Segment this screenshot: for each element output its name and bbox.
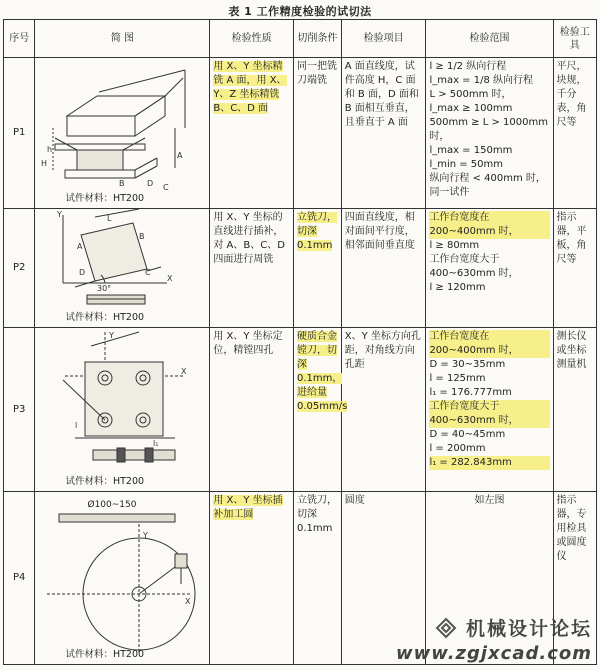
svg-text:Y: Y xyxy=(109,331,115,340)
range-line: 400~630mm 时， xyxy=(429,414,549,428)
range-line: l_max = 150mm xyxy=(429,145,513,156)
circle-test-piece-drawing xyxy=(35,492,196,664)
cutting-cell xyxy=(293,328,348,492)
range-line: 工作台宽度大于 xyxy=(429,400,549,414)
material-label: 试件材料：HT200 xyxy=(65,476,145,487)
range-cell xyxy=(426,58,553,209)
cutting-cell: 同一把铣刀端铣 xyxy=(293,58,341,209)
svg-text:C: C xyxy=(145,268,152,277)
four-hole-plate-drawing xyxy=(35,328,196,491)
nature-cell xyxy=(210,58,294,209)
diameter-label: Ø100~150 xyxy=(87,500,137,510)
svg-text:X: X xyxy=(185,597,191,606)
sketch-p1 xyxy=(35,58,210,209)
range-line: 工作台宽度在 xyxy=(429,330,549,344)
header-tools: 检验工具 xyxy=(553,20,597,58)
sketch-p3 xyxy=(35,328,210,492)
svg-text:B: B xyxy=(119,179,125,188)
table-row xyxy=(4,58,597,209)
sketch-p2 xyxy=(35,209,210,328)
table-row xyxy=(4,328,597,492)
range-line: l_max = 1/8 纵向行程 xyxy=(429,75,534,86)
header-nature: 检验性质 xyxy=(210,20,294,58)
range-line: l₁ = 176.777mm xyxy=(429,387,512,398)
tools-cell: 指示器，专用检具或圆度仪 xyxy=(553,492,597,665)
nature-text: 用 X、Y 坐标插补加工圆 xyxy=(213,495,283,520)
tools-cell: 测长仪或坐标测量机 xyxy=(553,328,597,492)
range-line: l = 200mm xyxy=(429,443,486,454)
nature-text: 用 X、Y 坐标精铣 A 面，用 X、Y、Z 坐标精铣 B、C、D 面 xyxy=(213,61,287,114)
range-line: 如左图 xyxy=(474,495,505,506)
svg-text:l₁: l₁ xyxy=(153,439,159,448)
sketch-p4 xyxy=(35,492,210,665)
watermark-name: 机械设计论坛 xyxy=(465,617,592,640)
row-seq: P3 xyxy=(4,328,35,492)
svg-text:A: A xyxy=(77,242,83,251)
svg-text:X: X xyxy=(181,367,187,376)
svg-text:X: X xyxy=(167,274,173,283)
range-line: 纵向行程 < 400mm 时， xyxy=(429,173,546,184)
range-line: 同一试件 xyxy=(429,187,470,198)
range-line: l ≥ 120mm xyxy=(429,282,486,293)
range-line: D = 40~45mm xyxy=(429,429,506,440)
table-row xyxy=(4,209,597,328)
material-label: 试件材料：HT200 xyxy=(65,312,145,323)
watermark-url: www.zgjxcad.com xyxy=(395,643,592,664)
svg-text:D: D xyxy=(79,268,86,277)
range-line: l_min = 50mm xyxy=(429,159,504,170)
svg-text:L: L xyxy=(107,214,112,223)
svg-text:H: H xyxy=(41,159,48,168)
row-seq: P1 xyxy=(4,58,35,209)
range-line: l ≥ 80mm xyxy=(429,240,480,251)
items-cell: 四面直线度，相对面间平行度，相邻面间垂直度 xyxy=(341,209,426,328)
table-title: 表 1 工作精度检验的试切法 xyxy=(228,5,372,18)
watermark-title-line xyxy=(396,614,592,644)
cutting-cell: 立铣刀，切深 0.1mm xyxy=(293,492,341,665)
range-line: D = 30~35mm xyxy=(429,359,506,370)
cutting-cell xyxy=(293,209,341,328)
nature-cell: 用 X、Y 坐标的直线进行插补，对 A、B、C、D 四面进行周铣 xyxy=(210,209,294,328)
row-seq: P4 xyxy=(4,492,35,665)
items-cell: A 面直线度，试件高度 H，C 面和 B 面，D 面和 B 面相互垂直，且垂直于 A 面 xyxy=(341,58,426,209)
tools-cell: 指示器，平板，角尺等 xyxy=(553,209,597,328)
svg-text:Y: Y xyxy=(57,210,63,219)
range-line: 工作台宽度在 xyxy=(429,211,549,225)
svg-text:h: h xyxy=(47,145,53,154)
header-range: 检验范围 xyxy=(426,20,553,58)
range-line: L > 500mm 时， xyxy=(429,89,512,100)
range-line: l = 125mm xyxy=(429,373,486,384)
svg-text:l: l xyxy=(75,421,78,430)
svg-text:A: A xyxy=(177,151,183,160)
svg-text:30°: 30° xyxy=(97,284,112,293)
range-line: 工作台宽度大于 xyxy=(429,254,500,265)
row-seq: P2 xyxy=(4,209,35,328)
header-seq: 序号 xyxy=(4,20,35,58)
material-label: 试件材料：HT200 xyxy=(65,193,145,204)
range-line: l ≥ 1/2 纵向行程 xyxy=(429,61,507,72)
range-cell xyxy=(426,328,553,492)
cutting-text: 立铣刀，切深 0.1mm xyxy=(296,212,337,251)
header-cutting: 切削条件 xyxy=(293,20,341,58)
tools-cell: 平尺，块规，千分表，角尺等 xyxy=(553,58,597,209)
gear-logo-icon xyxy=(435,617,457,643)
range-line: 200~400mm 时， xyxy=(429,344,549,358)
header-sketch: 简 图 xyxy=(35,20,210,58)
items-cell: 圆度 xyxy=(341,492,426,665)
material-label: 试件材料：HT200 xyxy=(65,649,145,660)
svg-text:D: D xyxy=(147,179,154,188)
range-line: 500mm ≥ L > 1000mm 时， xyxy=(429,117,548,142)
svg-text:C: C xyxy=(163,183,170,192)
test-cut-table xyxy=(3,19,597,665)
range-line: 400~630mm 时， xyxy=(429,268,519,279)
range-line: l₁ = 282.843mm xyxy=(429,456,549,470)
range-line: l_max ≥ 100mm xyxy=(429,103,513,114)
svg-text:Y: Y xyxy=(143,531,149,540)
block-test-piece-drawing xyxy=(35,58,196,208)
header-items: 检验项目 xyxy=(341,20,426,58)
range-line: 200~400mm 时， xyxy=(429,225,549,239)
square-rotated-drawing xyxy=(35,209,196,327)
watermark xyxy=(396,614,592,665)
nature-cell xyxy=(210,492,294,665)
items-cell: X、Y 坐标方向孔距，对角线方向孔距 xyxy=(341,328,426,492)
svg-text:B: B xyxy=(139,232,145,241)
cutting-text: 硬质合金镗刀，切深 0.1mm，进给量 0.05mm/s xyxy=(296,331,348,412)
range-cell xyxy=(426,209,553,328)
header-row xyxy=(4,20,597,58)
nature-cell: 用 X、Y 坐标定位，精镗四孔 xyxy=(210,328,294,492)
